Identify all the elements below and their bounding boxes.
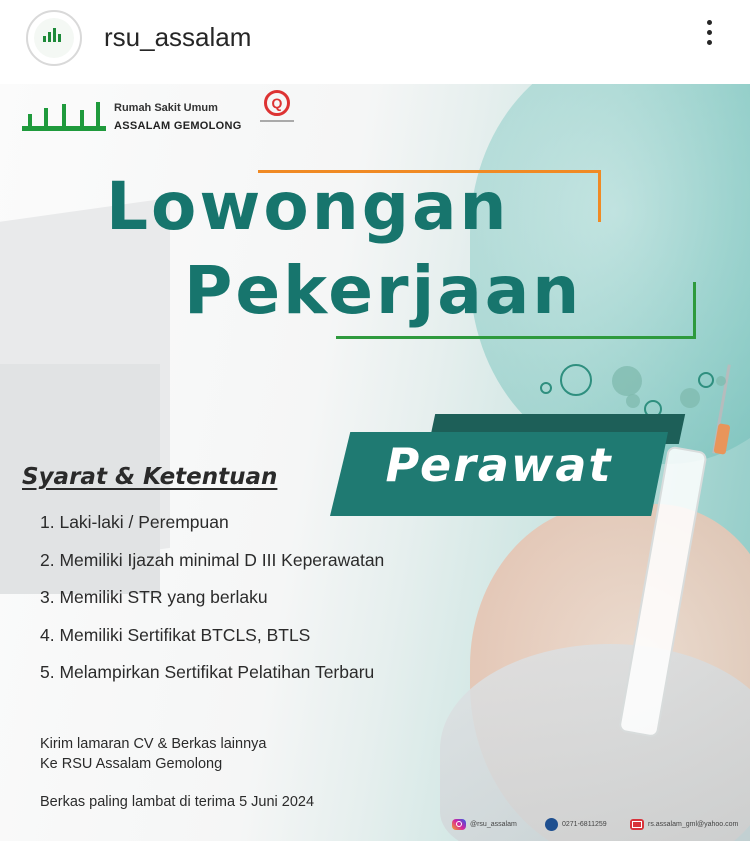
poster-title-line-1: Lowongan — [106, 168, 510, 245]
bubble-icon — [716, 376, 726, 386]
bubble-icon — [612, 366, 642, 396]
certification-badge-icon: Q — [260, 90, 294, 130]
list-item: 2. Memiliki Ijazah minimal D III Keperawatan — [40, 549, 385, 570]
avatar[interactable] — [26, 10, 82, 66]
hospital-logo-icon — [34, 18, 74, 58]
accent-line — [336, 336, 696, 339]
list-item: 1. Laki-laki / Perempuan — [40, 512, 229, 532]
deadline-text: Berkas paling lambat di terima 5 Juni 2024 — [40, 794, 315, 810]
more-vertical-icon[interactable] — [702, 20, 716, 54]
position-label: Perawat — [385, 438, 613, 492]
username[interactable]: rsu_assalam — [104, 22, 252, 52]
instagram-icon — [452, 819, 466, 830]
send-destination: Ke RSU Assalam Gemolong — [40, 756, 223, 772]
accent-line — [693, 282, 696, 339]
list-item: 4. Memiliki Sertifikat BTCLS, BTLS — [40, 624, 311, 645]
hospital-name-label: ASSALAM GEMOLONG — [114, 120, 242, 132]
arabic-logo-icon — [22, 102, 106, 136]
contact-phone-label: 0271-6811259 — [562, 820, 607, 828]
send-instruction: Kirim lamaran CV & Berkas lainnya — [40, 736, 267, 752]
bubble-icon — [680, 388, 700, 408]
post-image — [0, 84, 750, 841]
list-item: 3. Memiliki STR yang berlaku — [40, 587, 268, 607]
email-icon — [630, 819, 644, 830]
bubble-icon — [626, 394, 640, 408]
bubble-icon — [540, 382, 552, 394]
accent-line — [598, 170, 601, 222]
hospital-type-label: Rumah Sakit Umum — [114, 102, 218, 114]
list-item: 5. Melampirkan Sertifikat Pelatihan Terbaru — [40, 662, 375, 682]
post-header — [0, 0, 750, 78]
contact-email — [630, 817, 738, 831]
contact-phone — [545, 817, 607, 831]
contact-email-label: rs.assalam_gml@yahoo.com — [648, 820, 739, 828]
requirements-list — [40, 512, 460, 700]
requirements-heading: Syarat & Ketentuan — [22, 464, 278, 490]
phone-icon — [545, 818, 558, 831]
bubble-icon — [560, 364, 592, 396]
contact-instagram-label: @rsu_assalam — [470, 820, 517, 828]
contact-instagram — [452, 817, 517, 831]
bubble-icon — [698, 372, 714, 388]
poster-title-line-2: Pekerjaan — [184, 252, 583, 329]
